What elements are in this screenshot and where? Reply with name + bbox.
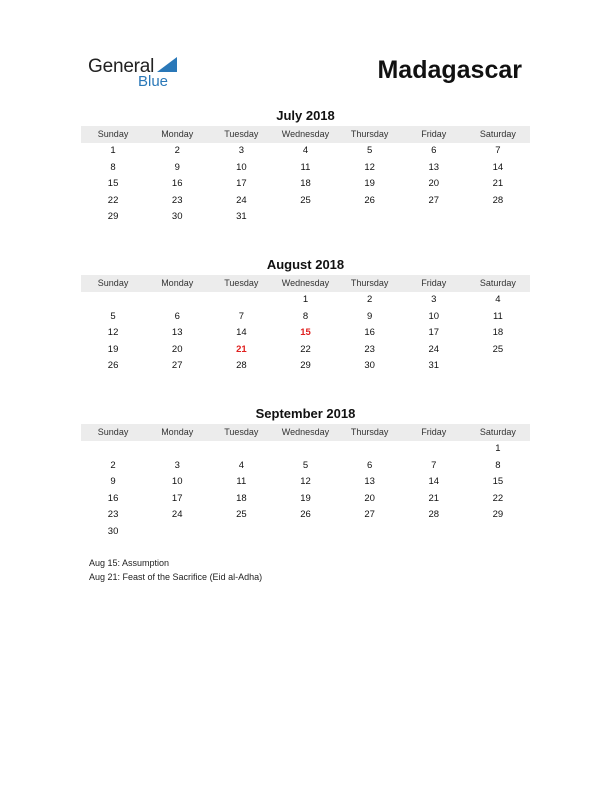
country-title: Madagascar: [377, 56, 522, 84]
day-cell: [466, 358, 530, 375]
day-cell: 12: [107, 327, 119, 338]
day-cell: 2: [366, 294, 373, 305]
day-cell: 5: [110, 310, 116, 322]
week-row: [81, 160, 530, 177]
day-cell: 14: [236, 327, 247, 338]
day-cell: 21: [428, 492, 440, 504]
week-row: [81, 309, 530, 326]
day-cell: 8: [302, 310, 309, 322]
day-cell: 26: [300, 509, 311, 520]
day-cell: 16: [171, 178, 183, 189]
day-cell: 17: [428, 327, 440, 338]
week-row: [81, 143, 530, 160]
day-cell: 24: [428, 343, 440, 355]
weekday-label: Wednesday: [281, 129, 330, 139]
day-cell: 14: [492, 161, 504, 173]
weekday-label: Monday: [161, 278, 194, 288]
holiday-notes: [89, 556, 262, 584]
day-cell: [466, 209, 530, 226]
day-cell: 19: [364, 178, 375, 189]
day-cell: 6: [431, 145, 437, 156]
weekday-label: Thursday: [350, 129, 389, 139]
weekday-label: Tuesday: [224, 427, 259, 437]
day-cell: [81, 292, 145, 309]
day-cell: [209, 292, 273, 309]
day-cell: 8: [495, 459, 501, 471]
weekday-label: Friday: [421, 278, 447, 288]
day-cell: 26: [364, 194, 375, 206]
day-cell: 11: [236, 476, 247, 487]
day-cell: 27: [171, 360, 183, 371]
day-cell: 22: [300, 343, 311, 355]
day-cell: [338, 209, 402, 226]
day-cell: 23: [171, 194, 183, 206]
weekday-label: Tuesday: [224, 129, 259, 139]
weekday-label: Wednesday: [281, 278, 330, 288]
week-row: [81, 441, 530, 458]
day-cell: 3: [174, 459, 180, 471]
day-cell: 28: [236, 360, 247, 371]
day-cell: 18: [300, 178, 311, 189]
weekday-label: Monday: [161, 129, 194, 139]
logo: [88, 56, 208, 96]
day-cell: 22: [492, 492, 504, 504]
day-cell: 22: [107, 194, 119, 206]
holiday-day-cell: 21: [236, 343, 247, 355]
day-cell: 21: [492, 178, 504, 189]
day-cell: 26: [107, 360, 119, 371]
day-cell: 16: [364, 327, 375, 338]
day-cell: 30: [364, 360, 375, 371]
day-cell: 11: [300, 161, 311, 173]
day-cell: 15: [492, 476, 504, 487]
week-row: [81, 342, 530, 359]
day-cell: 13: [364, 476, 375, 487]
day-cell: [273, 441, 337, 458]
month-august: [81, 256, 530, 375]
day-cell: 29: [492, 509, 504, 520]
day-cell: 20: [428, 178, 440, 189]
day-cell: 25: [492, 343, 504, 355]
day-cell: [273, 209, 337, 226]
day-cell: 10: [236, 161, 247, 173]
day-cell: 3: [431, 294, 437, 305]
day-cell: 25: [236, 509, 247, 520]
day-cell: [81, 441, 145, 458]
week-row: [81, 474, 530, 491]
day-cell: 5: [366, 145, 373, 156]
day-cell: [273, 524, 337, 541]
weekday-header-row: [81, 275, 530, 292]
day-cell: [338, 441, 402, 458]
weekday-label: Sunday: [97, 129, 129, 139]
day-cell: 28: [428, 509, 440, 520]
day-cell: 1: [110, 145, 116, 156]
day-cell: [338, 524, 402, 541]
weekday-label: Monday: [161, 427, 194, 437]
week-row: [81, 458, 530, 475]
day-cell: 9: [366, 310, 373, 322]
day-cell: 13: [171, 327, 183, 338]
weekday-label: Saturday: [479, 129, 516, 139]
week-row: [81, 491, 530, 508]
day-cell: 12: [300, 476, 311, 487]
day-cell: [209, 524, 273, 541]
day-cell: 19: [300, 492, 311, 504]
day-cell: 24: [236, 194, 247, 206]
day-cell: 4: [495, 294, 501, 305]
day-cell: 23: [107, 509, 119, 520]
day-cell: 6: [366, 459, 373, 471]
day-cell: [145, 292, 209, 309]
day-cell: 30: [107, 525, 119, 537]
day-cell: 20: [364, 492, 375, 504]
week-row: [81, 193, 530, 210]
weekday-label: Tuesday: [224, 278, 259, 288]
day-cell: [209, 441, 273, 458]
day-cell: 10: [428, 310, 440, 322]
day-cell: [145, 441, 209, 458]
day-cell: 4: [238, 459, 244, 471]
day-cell: 3: [238, 145, 244, 156]
day-cell: 2: [174, 145, 180, 156]
day-cell: [145, 524, 209, 541]
day-cell: 14: [428, 476, 440, 487]
day-cell: 15: [107, 178, 119, 189]
day-cell: 1: [495, 443, 501, 454]
day-cell: 17: [171, 492, 183, 504]
day-cell: [402, 441, 466, 458]
month-title: September 2018: [255, 406, 356, 421]
month-september: [81, 405, 530, 540]
logo-text-general: General: [88, 56, 155, 77]
day-cell: 16: [107, 492, 119, 504]
day-cell: 13: [428, 161, 440, 173]
day-cell: 28: [492, 194, 504, 206]
logo-text-blue: Blue: [138, 73, 169, 90]
weekday-header-row: [81, 424, 530, 441]
weekday-label: Friday: [421, 129, 447, 139]
day-cell: 11: [492, 310, 503, 322]
day-cell: 29: [107, 211, 119, 222]
week-row: [81, 209, 530, 226]
day-cell: 7: [238, 310, 244, 322]
holiday-note: Aug 15: Assumption: [89, 558, 170, 568]
week-row: [81, 176, 530, 193]
weekday-label: Saturday: [479, 278, 516, 288]
day-cell: [466, 524, 530, 541]
day-cell: 9: [110, 476, 116, 487]
weekday-label: Thursday: [350, 278, 389, 288]
week-row: [81, 325, 530, 342]
day-cell: 10: [171, 476, 183, 487]
day-cell: 19: [107, 343, 119, 355]
day-cell: 18: [492, 327, 504, 338]
day-cell: 18: [236, 492, 247, 504]
month-july: [81, 107, 530, 226]
day-cell: 7: [431, 459, 437, 471]
day-cell: 31: [428, 360, 440, 371]
day-cell: 8: [110, 161, 116, 173]
day-cell: 1: [302, 294, 309, 305]
day-cell: 30: [171, 211, 183, 222]
holiday-note: Aug 21: Feast of the Sacrifice (Eid al-Adha): [89, 572, 263, 582]
weekday-label: Thursday: [350, 427, 389, 437]
day-cell: 23: [364, 343, 375, 355]
day-cell: 17: [236, 178, 247, 189]
weekday-label: Wednesday: [281, 427, 330, 437]
day-cell: 5: [302, 459, 309, 471]
day-cell: 2: [110, 459, 116, 471]
weekday-label: Sunday: [97, 427, 129, 437]
week-row: [81, 507, 530, 524]
week-row: [81, 358, 530, 375]
day-cell: 25: [300, 194, 311, 206]
day-cell: 12: [364, 161, 375, 173]
day-cell: 20: [171, 343, 183, 355]
day-cell: 29: [300, 360, 311, 371]
week-row: [81, 292, 530, 309]
day-cell: [402, 209, 466, 226]
weekday-header-row: [81, 126, 530, 143]
week-row: [81, 524, 530, 541]
weekday-label: Friday: [421, 427, 447, 437]
day-cell: 24: [171, 509, 183, 520]
month-title: July 2018: [276, 108, 335, 123]
logo-flag-icon: [157, 57, 177, 72]
day-cell: 31: [236, 211, 247, 222]
weekday-label: Sunday: [97, 278, 129, 288]
day-cell: 9: [174, 161, 180, 173]
month-title: August 2018: [266, 257, 345, 272]
day-cell: 27: [428, 194, 440, 206]
holiday-day-cell: 15: [300, 327, 311, 338]
weekday-label: Saturday: [479, 427, 516, 437]
day-cell: [402, 524, 466, 541]
day-cell: 27: [364, 509, 375, 520]
day-cell: 7: [495, 145, 501, 156]
day-cell: 4: [302, 145, 309, 156]
day-cell: 6: [174, 310, 180, 322]
